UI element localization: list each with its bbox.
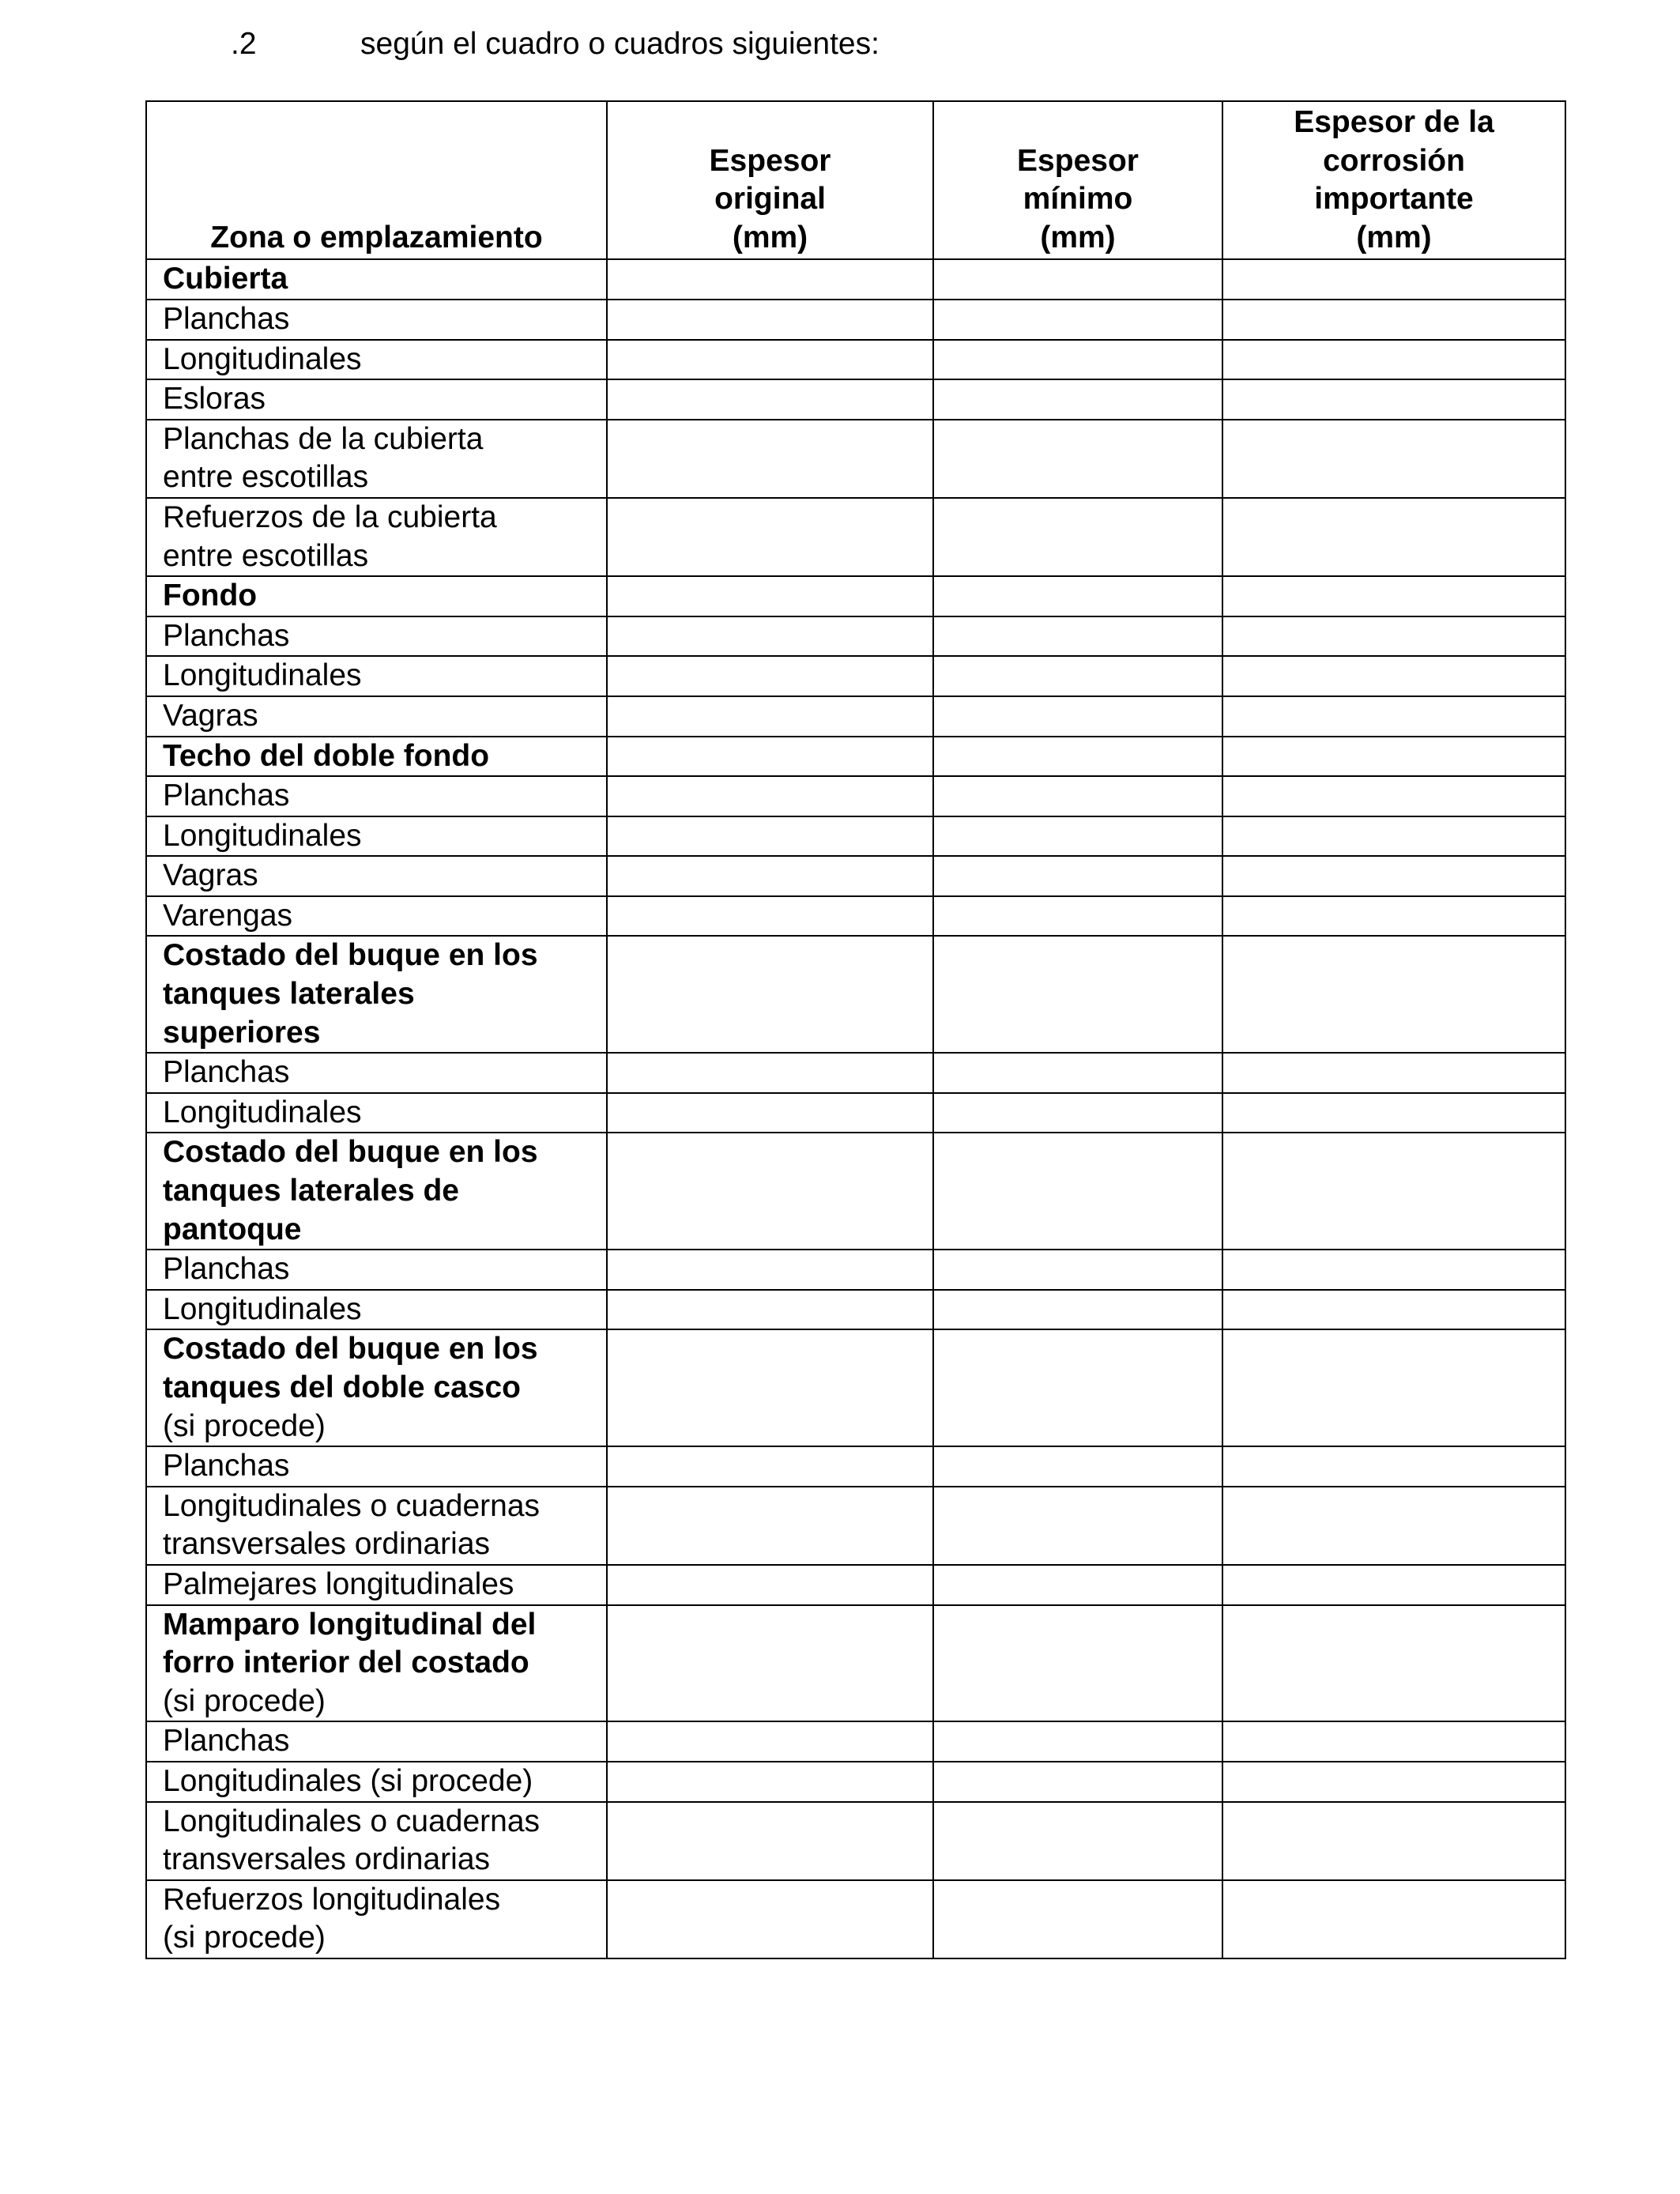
original-thickness-cell[interactable] — [607, 259, 933, 300]
original-thickness-cell[interactable] — [607, 1093, 933, 1133]
minimum-thickness-cell[interactable] — [933, 300, 1222, 340]
header-text: Zona o emplazamiento — [210, 220, 543, 254]
corrosion-thickness-cell[interactable] — [1222, 1802, 1565, 1880]
table-row — [146, 896, 1565, 937]
zone-label: Techo del doble fondo — [163, 738, 490, 773]
minimum-thickness-cell[interactable] — [933, 1565, 1222, 1605]
zone-label: entre escotillas — [163, 460, 369, 495]
header-text: (mm) — [732, 220, 808, 254]
zone-label: Refuerzos de la cubierta — [163, 499, 497, 534]
original-thickness-cell[interactable] — [607, 1487, 933, 1565]
zone-cell — [146, 1093, 607, 1133]
zone-label: Costado del buque en los — [163, 1135, 538, 1170]
zone-cell — [146, 896, 607, 937]
minimum-thickness-cell[interactable] — [933, 896, 1222, 937]
zone-label: Longitudinales o cuadernas — [163, 1488, 541, 1523]
table-row — [146, 498, 1565, 576]
table-section-row — [146, 576, 1565, 616]
corrosion-thickness-cell[interactable] — [1222, 340, 1565, 380]
original-thickness-cell[interactable] — [607, 498, 933, 576]
corrosion-thickness-cell[interactable] — [1222, 896, 1565, 937]
zone-cell — [146, 379, 607, 420]
table-section-row — [146, 737, 1565, 777]
corrosion-thickness-cell[interactable] — [1222, 1290, 1565, 1330]
original-thickness-cell[interactable] — [607, 1053, 933, 1093]
zone-cell — [146, 498, 607, 576]
table-row — [146, 340, 1565, 380]
corrosion-thickness-cell[interactable] — [1222, 1721, 1565, 1762]
minimum-thickness-cell[interactable] — [933, 737, 1222, 777]
zone-label: Vagras — [163, 858, 258, 893]
zone-label: (si procede) — [163, 1921, 326, 1955]
table-row — [146, 1053, 1565, 1093]
table-row — [146, 300, 1565, 340]
zone-label: Cubierta — [163, 262, 288, 296]
table-row — [146, 1093, 1565, 1133]
minimum-thickness-cell[interactable] — [933, 1446, 1222, 1487]
section-number: .2 — [231, 27, 257, 61]
table-section-row — [146, 1329, 1565, 1446]
table-row — [146, 1880, 1565, 1958]
zone-label: Varengas — [163, 898, 293, 933]
minimum-thickness-cell[interactable] — [933, 340, 1222, 380]
zone-cell — [146, 656, 607, 696]
table-body — [146, 259, 1565, 1958]
zone-cell — [146, 1133, 607, 1250]
original-thickness-cell[interactable] — [607, 1880, 933, 1958]
table-section-row — [146, 1133, 1565, 1250]
original-thickness-cell[interactable] — [607, 656, 933, 696]
zone-label: Longitudinales — [163, 818, 362, 853]
zone-cell — [146, 340, 607, 380]
zone-cell — [146, 1329, 607, 1446]
original-thickness-cell[interactable] — [607, 576, 933, 616]
minimum-thickness-cell[interactable] — [933, 656, 1222, 696]
original-thickness-cell[interactable] — [607, 776, 933, 816]
table-row — [146, 696, 1565, 737]
zone-label: Longitudinales — [163, 658, 362, 693]
original-thickness-cell[interactable] — [607, 816, 933, 857]
corrosion-thickness-cell[interactable] — [1222, 856, 1565, 896]
zone-label: Planchas — [163, 301, 290, 336]
zone-label: Longitudinales — [163, 341, 362, 376]
zone-label: Mamparo longitudinal del — [163, 1607, 537, 1642]
zone-cell — [146, 1721, 607, 1762]
zone-cell — [146, 1762, 607, 1802]
header-text: Espesor — [709, 143, 831, 178]
minimum-thickness-cell[interactable] — [933, 616, 1222, 657]
table-row — [146, 1290, 1565, 1330]
zone-cell — [146, 816, 607, 857]
thickness-table — [145, 100, 1566, 1959]
corrosion-thickness-cell[interactable] — [1222, 1565, 1565, 1605]
corrosion-thickness-cell[interactable] — [1222, 1133, 1565, 1250]
zone-cell — [146, 1802, 607, 1880]
zone-cell — [146, 856, 607, 896]
zone-label-note: (si procede) — [163, 1683, 326, 1718]
original-thickness-cell[interactable] — [607, 379, 933, 420]
original-thickness-cell[interactable] — [607, 856, 933, 896]
zone-cell — [146, 1605, 607, 1722]
table-section-row — [146, 936, 1565, 1053]
zone-label: Longitudinales (si procede) — [163, 1763, 533, 1798]
table-row — [146, 1446, 1565, 1487]
header-minimum-thickness — [933, 101, 1222, 259]
zone-cell — [146, 1565, 607, 1605]
header-text: original — [714, 182, 826, 217]
corrosion-thickness-cell[interactable] — [1222, 1446, 1565, 1487]
zone-cell — [146, 576, 607, 616]
original-thickness-cell[interactable] — [607, 1605, 933, 1722]
header-substantial-corrosion — [1222, 101, 1565, 259]
original-thickness-cell[interactable] — [607, 1762, 933, 1802]
minimum-thickness-cell[interactable] — [933, 1290, 1222, 1330]
table-row — [146, 776, 1565, 816]
corrosion-thickness-cell[interactable] — [1222, 776, 1565, 816]
corrosion-thickness-cell[interactable] — [1222, 420, 1565, 498]
original-thickness-cell[interactable] — [607, 1721, 933, 1762]
zone-cell — [146, 300, 607, 340]
minimum-thickness-cell[interactable] — [933, 1250, 1222, 1290]
header-text: (mm) — [1040, 220, 1116, 254]
original-thickness-cell[interactable] — [607, 616, 933, 657]
table-row — [146, 656, 1565, 696]
corrosion-thickness-cell[interactable] — [1222, 1487, 1565, 1565]
zone-label: Planchas — [163, 778, 290, 813]
table-row — [146, 816, 1565, 857]
minimum-thickness-cell[interactable] — [933, 420, 1222, 498]
minimum-thickness-cell[interactable] — [933, 856, 1222, 896]
zone-label: superiores — [163, 1015, 321, 1050]
original-thickness-cell[interactable] — [607, 936, 933, 1053]
zone-label: Costado del buque en los — [163, 1332, 538, 1367]
zone-label: forro interior del costado — [163, 1646, 529, 1680]
table-row — [146, 856, 1565, 896]
table-row — [146, 616, 1565, 657]
minimum-thickness-cell[interactable] — [933, 1093, 1222, 1133]
zone-cell — [146, 1053, 607, 1093]
zone-cell — [146, 936, 607, 1053]
corrosion-thickness-cell[interactable] — [1222, 1605, 1565, 1722]
table-section-row — [146, 259, 1565, 300]
zone-cell — [146, 1880, 607, 1958]
minimum-thickness-cell[interactable] — [933, 1721, 1222, 1762]
original-thickness-cell[interactable] — [607, 1133, 933, 1250]
minimum-thickness-cell[interactable] — [933, 1605, 1222, 1722]
zone-cell — [146, 1290, 607, 1330]
zone-label: Longitudinales — [163, 1291, 362, 1326]
section-heading — [0, 24, 1680, 65]
minimum-thickness-cell[interactable] — [933, 259, 1222, 300]
table-section-row — [146, 1605, 1565, 1722]
minimum-thickness-cell[interactable] — [933, 936, 1222, 1053]
zone-label: Refuerzos longitudinales — [163, 1882, 501, 1917]
zone-label: transversales ordinarias — [163, 1527, 491, 1562]
corrosion-thickness-cell[interactable] — [1222, 576, 1565, 616]
zone-label: pantoque — [163, 1212, 302, 1246]
corrosion-thickness-cell[interactable] — [1222, 498, 1565, 576]
corrosion-thickness-cell[interactable] — [1222, 1053, 1565, 1093]
minimum-thickness-cell[interactable] — [933, 576, 1222, 616]
original-thickness-cell[interactable] — [607, 1329, 933, 1446]
zone-label: Planchas de la cubierta — [163, 421, 484, 456]
header-text: Espesor — [1017, 143, 1139, 178]
original-thickness-cell[interactable] — [607, 1250, 933, 1290]
corrosion-thickness-cell[interactable] — [1222, 656, 1565, 696]
corrosion-thickness-cell[interactable] — [1222, 1093, 1565, 1133]
zone-label: tanques laterales de — [163, 1174, 459, 1208]
zone-label: Costado del buque en los — [163, 938, 538, 973]
zone-cell — [146, 737, 607, 777]
zone-label: Planchas — [163, 1252, 290, 1287]
zone-cell — [146, 1487, 607, 1565]
header-original-thickness — [607, 101, 933, 259]
corrosion-thickness-cell[interactable] — [1222, 1880, 1565, 1958]
corrosion-thickness-cell[interactable] — [1222, 1329, 1565, 1446]
zone-label: tanques del doble casco — [163, 1370, 521, 1404]
original-thickness-cell[interactable] — [607, 1446, 933, 1487]
header-text: mínimo — [1023, 182, 1133, 217]
zone-label-note: (si procede) — [163, 1408, 326, 1443]
original-thickness-cell[interactable] — [607, 300, 933, 340]
table-row — [146, 1565, 1565, 1605]
zone-label: transversales ordinarias — [163, 1842, 491, 1877]
section-intro-text: según el cuadro o cuadros siguientes: — [360, 27, 880, 61]
header-text: importante — [1314, 182, 1474, 217]
corrosion-thickness-cell[interactable] — [1222, 696, 1565, 737]
minimum-thickness-cell[interactable] — [933, 1133, 1222, 1250]
header-text: Espesor de la — [1294, 105, 1494, 139]
minimum-thickness-cell[interactable] — [933, 1053, 1222, 1093]
original-thickness-cell[interactable] — [607, 420, 933, 498]
zone-label: Vagras — [163, 698, 258, 733]
table-header-row — [146, 101, 1565, 259]
original-thickness-cell[interactable] — [607, 737, 933, 777]
zone-label: Planchas — [163, 1724, 290, 1759]
corrosion-thickness-cell[interactable] — [1222, 1762, 1565, 1802]
zone-cell — [146, 776, 607, 816]
original-thickness-cell[interactable] — [607, 1802, 933, 1880]
header-text: (mm) — [1356, 220, 1432, 254]
original-thickness-cell[interactable] — [607, 340, 933, 380]
minimum-thickness-cell[interactable] — [933, 1487, 1222, 1565]
zone-cell — [146, 616, 607, 657]
minimum-thickness-cell[interactable] — [933, 1880, 1222, 1958]
corrosion-thickness-cell[interactable] — [1222, 1250, 1565, 1290]
zone-cell — [146, 259, 607, 300]
minimum-thickness-cell[interactable] — [933, 1802, 1222, 1880]
corrosion-thickness-cell[interactable] — [1222, 300, 1565, 340]
corrosion-thickness-cell[interactable] — [1222, 616, 1565, 657]
zone-label: Longitudinales o cuadernas — [163, 1804, 541, 1838]
zone-label: Planchas — [163, 1449, 290, 1483]
zone-label: Fondo — [163, 579, 258, 613]
table-row — [146, 1721, 1565, 1762]
original-thickness-cell[interactable] — [607, 1290, 933, 1330]
minimum-thickness-cell[interactable] — [933, 1762, 1222, 1802]
original-thickness-cell[interactable] — [607, 1565, 933, 1605]
original-thickness-cell[interactable] — [607, 696, 933, 737]
minimum-thickness-cell[interactable] — [933, 816, 1222, 857]
zone-label: Planchas — [163, 1055, 290, 1090]
table-row — [146, 1250, 1565, 1290]
minimum-thickness-cell[interactable] — [933, 1329, 1222, 1446]
zone-label: Planchas — [163, 618, 290, 653]
corrosion-thickness-cell[interactable] — [1222, 379, 1565, 420]
minimum-thickness-cell[interactable] — [933, 498, 1222, 576]
zone-label: entre escotillas — [163, 538, 369, 573]
table-row — [146, 1762, 1565, 1802]
minimum-thickness-cell[interactable] — [933, 696, 1222, 737]
header-text: corrosión — [1323, 143, 1465, 178]
zone-label: Esloras — [163, 382, 266, 417]
original-thickness-cell[interactable] — [607, 896, 933, 937]
table-row — [146, 1802, 1565, 1880]
zone-cell — [146, 1446, 607, 1487]
zone-label: Palmejares longitudinales — [163, 1566, 514, 1601]
zone-cell — [146, 420, 607, 498]
table-row — [146, 379, 1565, 420]
minimum-thickness-cell[interactable] — [933, 776, 1222, 816]
minimum-thickness-cell[interactable] — [933, 379, 1222, 420]
corrosion-thickness-cell[interactable] — [1222, 936, 1565, 1053]
corrosion-thickness-cell[interactable] — [1222, 259, 1565, 300]
zone-cell — [146, 1250, 607, 1290]
zone-label: Longitudinales — [163, 1095, 362, 1129]
corrosion-thickness-cell[interactable] — [1222, 737, 1565, 777]
table-row — [146, 420, 1565, 498]
table-row — [146, 1487, 1565, 1565]
zone-cell — [146, 696, 607, 737]
zone-label: tanques laterales — [163, 977, 415, 1012]
corrosion-thickness-cell[interactable] — [1222, 816, 1565, 857]
header-zone — [146, 101, 607, 259]
